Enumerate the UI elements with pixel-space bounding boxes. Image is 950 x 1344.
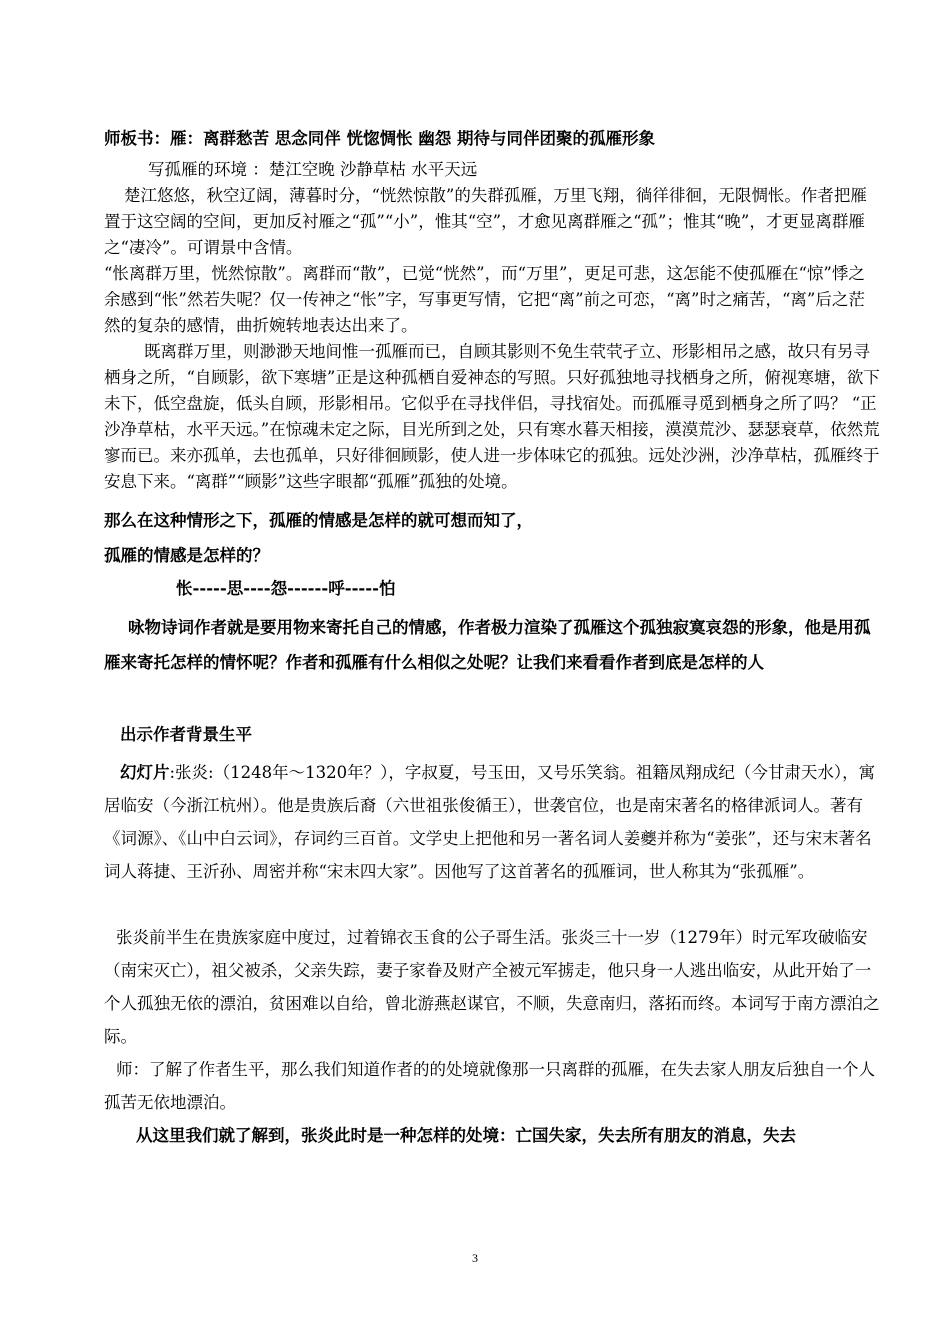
show-background-heading: 出示作者背景生平	[120, 725, 252, 744]
question-line-2: 孤雁的情感是怎样的？	[104, 546, 269, 565]
paragraph-6: 师：了解了作者生平，那么我们知道作者的的处境就像那一只离群的孤雁，在失去家人朋友后独自一个人孤苦无依地漂泊。	[104, 1060, 875, 1112]
paragraph-2: “怅离群万里，恍然惊散”。离群而“散”，已觉“恍然”，而“万里”，更足可悲，这怎能不使孤雁在“惊”悸之余感到“怅”然若失呢？仅一传神之“怅”字，写事更写情，它把“离”前之可恋，“离”时之痛苦，“离”后之茫然的复杂的感情，曲折婉转地表达出来了。	[104, 264, 865, 335]
question-line-1: 那么在这种情形之下，孤雁的情感是怎样的就可想而知了，	[104, 511, 533, 530]
paragraph-3: 既离群万里，则渺渺天地间惟一孤雁而已，自顾其影则不免生茕茕孑立、形影相吊之感，故只有另寻栖身之所，“自顾影，欲下寒塘”正是这种孤栖自爱神态的写照。只好孤独地寻找栖身之所，俯视寒塘，欲下未下，低空盘旋，低头自顾，形影相吊。它似乎在寻找伴侣，寻找宿处。而孤雁寻觅到栖身之所了吗？ “正沙净草枯，水平天远。”在惊魂未定之际，目光所到之处，只有寒水暮天相接，漠漠荒沙、瑟瑟衰草，依然荒寥而已。来亦孤单，去也孤单，只好徘徊顾影，使人进一步体味它的孤独。远处沙洲，沙净草枯，孤雁终于安息下来。“离群”“顾影”这些字眼都“孤雁”孤独的处境。	[104, 342, 880, 491]
slide-paragraph	[104, 756, 880, 888]
paragraph-1: 楚江悠悠，秋空辽阔，薄暮时分，“恍然惊散”的失群孤雁，万里飞翔，徜徉徘徊，无限惆怅。作者把雁置于这空阔的空间，更加反衬雁之“孤”“小”，惟其“空”，才愈见离群雁之“孤”；惟其“晚”，才更显离群雁之“凄冷”。可谓景中含情。	[104, 186, 867, 257]
emotions-line: 怅-----思----怨------呼-----怕	[176, 579, 396, 598]
slide-label: 幻灯片	[120, 763, 170, 782]
paragraph-7: 从这里我们就了解到，张炎此时是一种怎样的处境：亡国失家，失去所有朋友的消息，失去	[136, 1126, 796, 1145]
paragraph-4: 咏物诗词作者就是要用物来寄托自己的情感，作者极力渲染了孤雁这个孤独寂寞哀怨的形象，他是用孤雁来寄托怎样的情怀呢？作者和孤雁有什么相似之处呢？让我们来看看作者到底是怎样的人	[104, 618, 871, 672]
paragraph-5: 张炎前半生在贵族家庭中度过，过着锦衣玉食的公子哥生活。张炎三十一岁（1279年）时元军攻破临安（南宋灭亡），祖父被杀，父亲失踪，妻子家眷及财产全被元军掳走，他只身一人逃出临安，从此开始了一个人孤独无依的漂泊，贫困难以自给，曾北游燕赵谋官，不顺，失意南归，落拓而终。本词写于南方漂泊之际。	[104, 928, 880, 1046]
slide-text: :张炎:（1248年～1320年？），字叔夏，号玉田，又号乐笑翁。祖籍凤翔成纪（今甘肃天水），寓居临安（今浙江杭州）。他是贵族后裔（六世祖张俊循王），世袭官位，也是南宋著名的格律派词人。著有《词源》、《山中白云词》，存词约三百首。文学史上把他和另一著名词人姜夔并称为“姜张”，还与宋末著名词人蒋捷、王沂孙、周密并称“宋末四大家”。因他写了这首著名的孤雁词，世人称其为“张孤雁”。	[104, 763, 876, 881]
environment-line: 写孤雁的环境 ：楚江空晚 沙静草枯 水平天远	[148, 160, 478, 179]
board-summary: 师板书：雁：离群愁苦 思念同伴 恍惚惆怅 幽怨 期待与同伴团聚的孤雁形象	[104, 129, 655, 148]
page-number: 3	[472, 1251, 478, 1265]
